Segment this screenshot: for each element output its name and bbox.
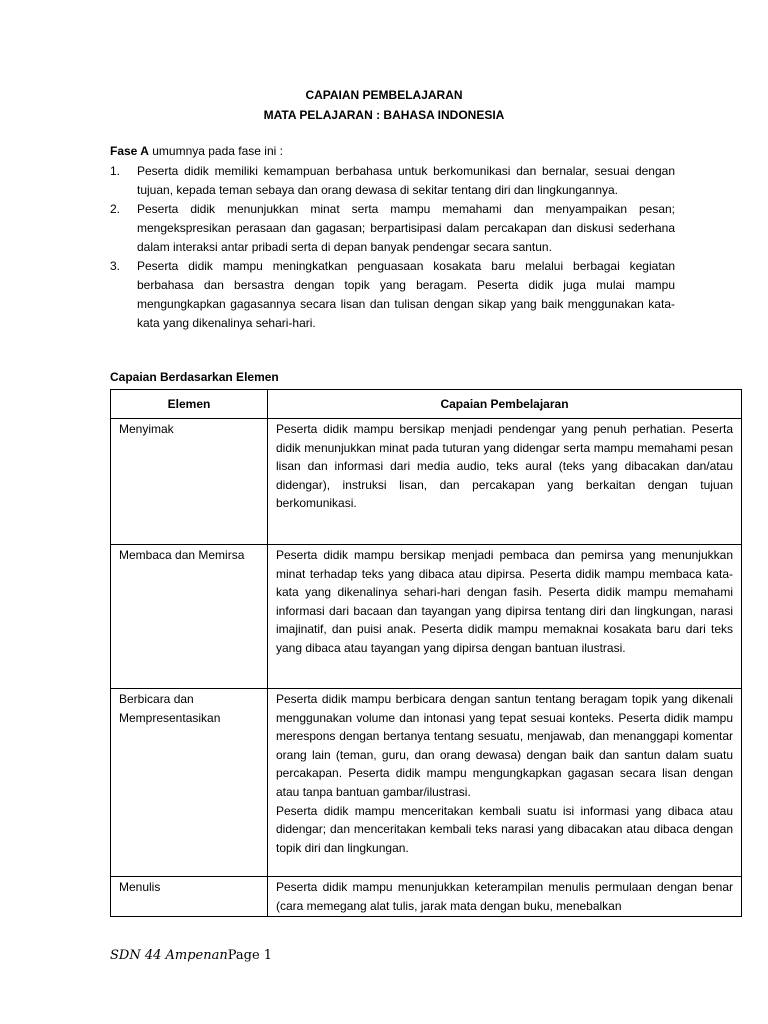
list-text: Peserta didik menunjukkan minat serta mampu memahami dan menyampaikan pesan; mengekspresikan perasaan dan gagasan; berpartisipasi dalam percakapan dan diskusi sederhana dalam interaksi antar pribadi serta di depan banyak pendengar secara santun. bbox=[137, 202, 675, 254]
list-text: Peserta didik memiliki kemampuan berbahasa untuk berkomunikasi dan bernalar, sesuai dengan tujuan, kepada teman sebaya dan orang dewasa di sekitar tentang diri dan lingkungannya. bbox=[137, 164, 675, 197]
capaian-table bbox=[110, 389, 742, 917]
fase-intro bbox=[110, 144, 283, 158]
capaian-cell: Peserta didik mampu bersikap menjadi pembaca dan pemirsa yang menunjukkan minat terhadap teks yang dibaca atau dipirsa. Peserta didik mampu membaca kata-kata yang dikenalinya sehari-hari dengan fasih. Peserta didik mampu memahami informasi dari bacaan dan tayangan yang dipirsa tentang diri dan lingkungan, narasi imajinatif, dan puisi anak. Peserta didik mampu memaknai kosakata baru dari teks yang dibaca atau tayangan yang dipirsa dengan bantuan ilustrasi. bbox=[268, 545, 742, 689]
section-title: Capaian Berdasarkan Elemen bbox=[110, 370, 279, 384]
fase-list bbox=[110, 162, 675, 333]
footer-school: SDN 44 Ampenan bbox=[110, 948, 228, 963]
elemen-cell: Menyimak bbox=[111, 419, 268, 545]
elemen-cell: Berbicara dan Mempresentasikan bbox=[111, 689, 268, 877]
list-item bbox=[110, 162, 675, 200]
capaian-cell: Peserta didik mampu menunjukkan keterampilan menulis permulaan dengan benar (cara memegang alat tulis, jarak mata dengan buku, menebalkan bbox=[268, 877, 742, 917]
table-row bbox=[111, 877, 742, 917]
list-item bbox=[110, 257, 675, 333]
list-number: 2. bbox=[110, 202, 121, 216]
list-number: 1. bbox=[110, 164, 121, 178]
column-header-elemen: Elemen bbox=[111, 390, 268, 419]
document-subtitle: MATA PELAJARAN : BAHASA INDONESIA bbox=[263, 108, 505, 122]
list-number: 3. bbox=[110, 259, 121, 273]
table-header-row bbox=[111, 390, 742, 419]
table-row bbox=[111, 419, 742, 545]
list-item bbox=[110, 200, 675, 257]
capaian-paragraph: Peserta didik mampu berbicara dengan santun tentang beragam topik yang dikenali menggunakan volume dan intonasi yang tepat sesuai konteks. Peserta didik mampu merespons dengan bertanya tentang sesuatu, menjawab, dan menanggapi komentar orang lain (teman, guru, dan orang dewasa) dengan baik dan santun dalam suatu percakapan. Peserta didik mampu mengungkapkan gagasan secara lisan dengan atau tanpa bantuan gambar/ilustrasi. bbox=[276, 692, 733, 799]
capaian-cell: Peserta didik mampu bersikap menjadi pendengar yang penuh perhatian. Peserta didik menunjukkan minat pada tuturan yang didengar serta mampu memahami pesan lisan dan informasi dari media audio, teks aural (teks yang dibacakan dan/atau didengar), instruksi lisan, dan percakapan yang berkaitan dengan tujuan berkomunikasi. bbox=[268, 419, 742, 545]
elemen-cell: Membaca dan Memirsa bbox=[111, 545, 268, 689]
footer-page-number: Page 1 bbox=[227, 948, 273, 963]
page-footer bbox=[110, 948, 272, 963]
table-row bbox=[111, 689, 742, 877]
fase-label: Fase A bbox=[110, 144, 149, 158]
column-header-capaian: Capaian Pembelajaran bbox=[268, 390, 742, 419]
table-row bbox=[111, 545, 742, 689]
capaian-cell bbox=[268, 689, 742, 877]
elemen-cell: Menulis bbox=[111, 877, 268, 917]
list-text: Peserta didik mampu meningkatkan penguasaan kosakata baru melalui berbagai kegiatan berbahasa dan bersastra dengan topik yang beragam. Peserta didik juga mulai mampu mengungkapkan gagasannya secara lisan dan tulisan dengan sikap yang baik menggunakan kata-kata yang dikenalinya sehari-hari. bbox=[137, 259, 675, 330]
fase-intro-text: umumnya pada fase ini : bbox=[148, 144, 283, 158]
document-title: CAPAIAN PEMBELAJARAN bbox=[305, 88, 463, 102]
capaian-paragraph: Peserta didik mampu menceritakan kembali suatu isi informasi yang dibaca atau didengar; dan menceritakan kembali teks narasi yang dibacakan atau dibaca dengan topik diri dan lingkungan. bbox=[276, 803, 733, 855]
